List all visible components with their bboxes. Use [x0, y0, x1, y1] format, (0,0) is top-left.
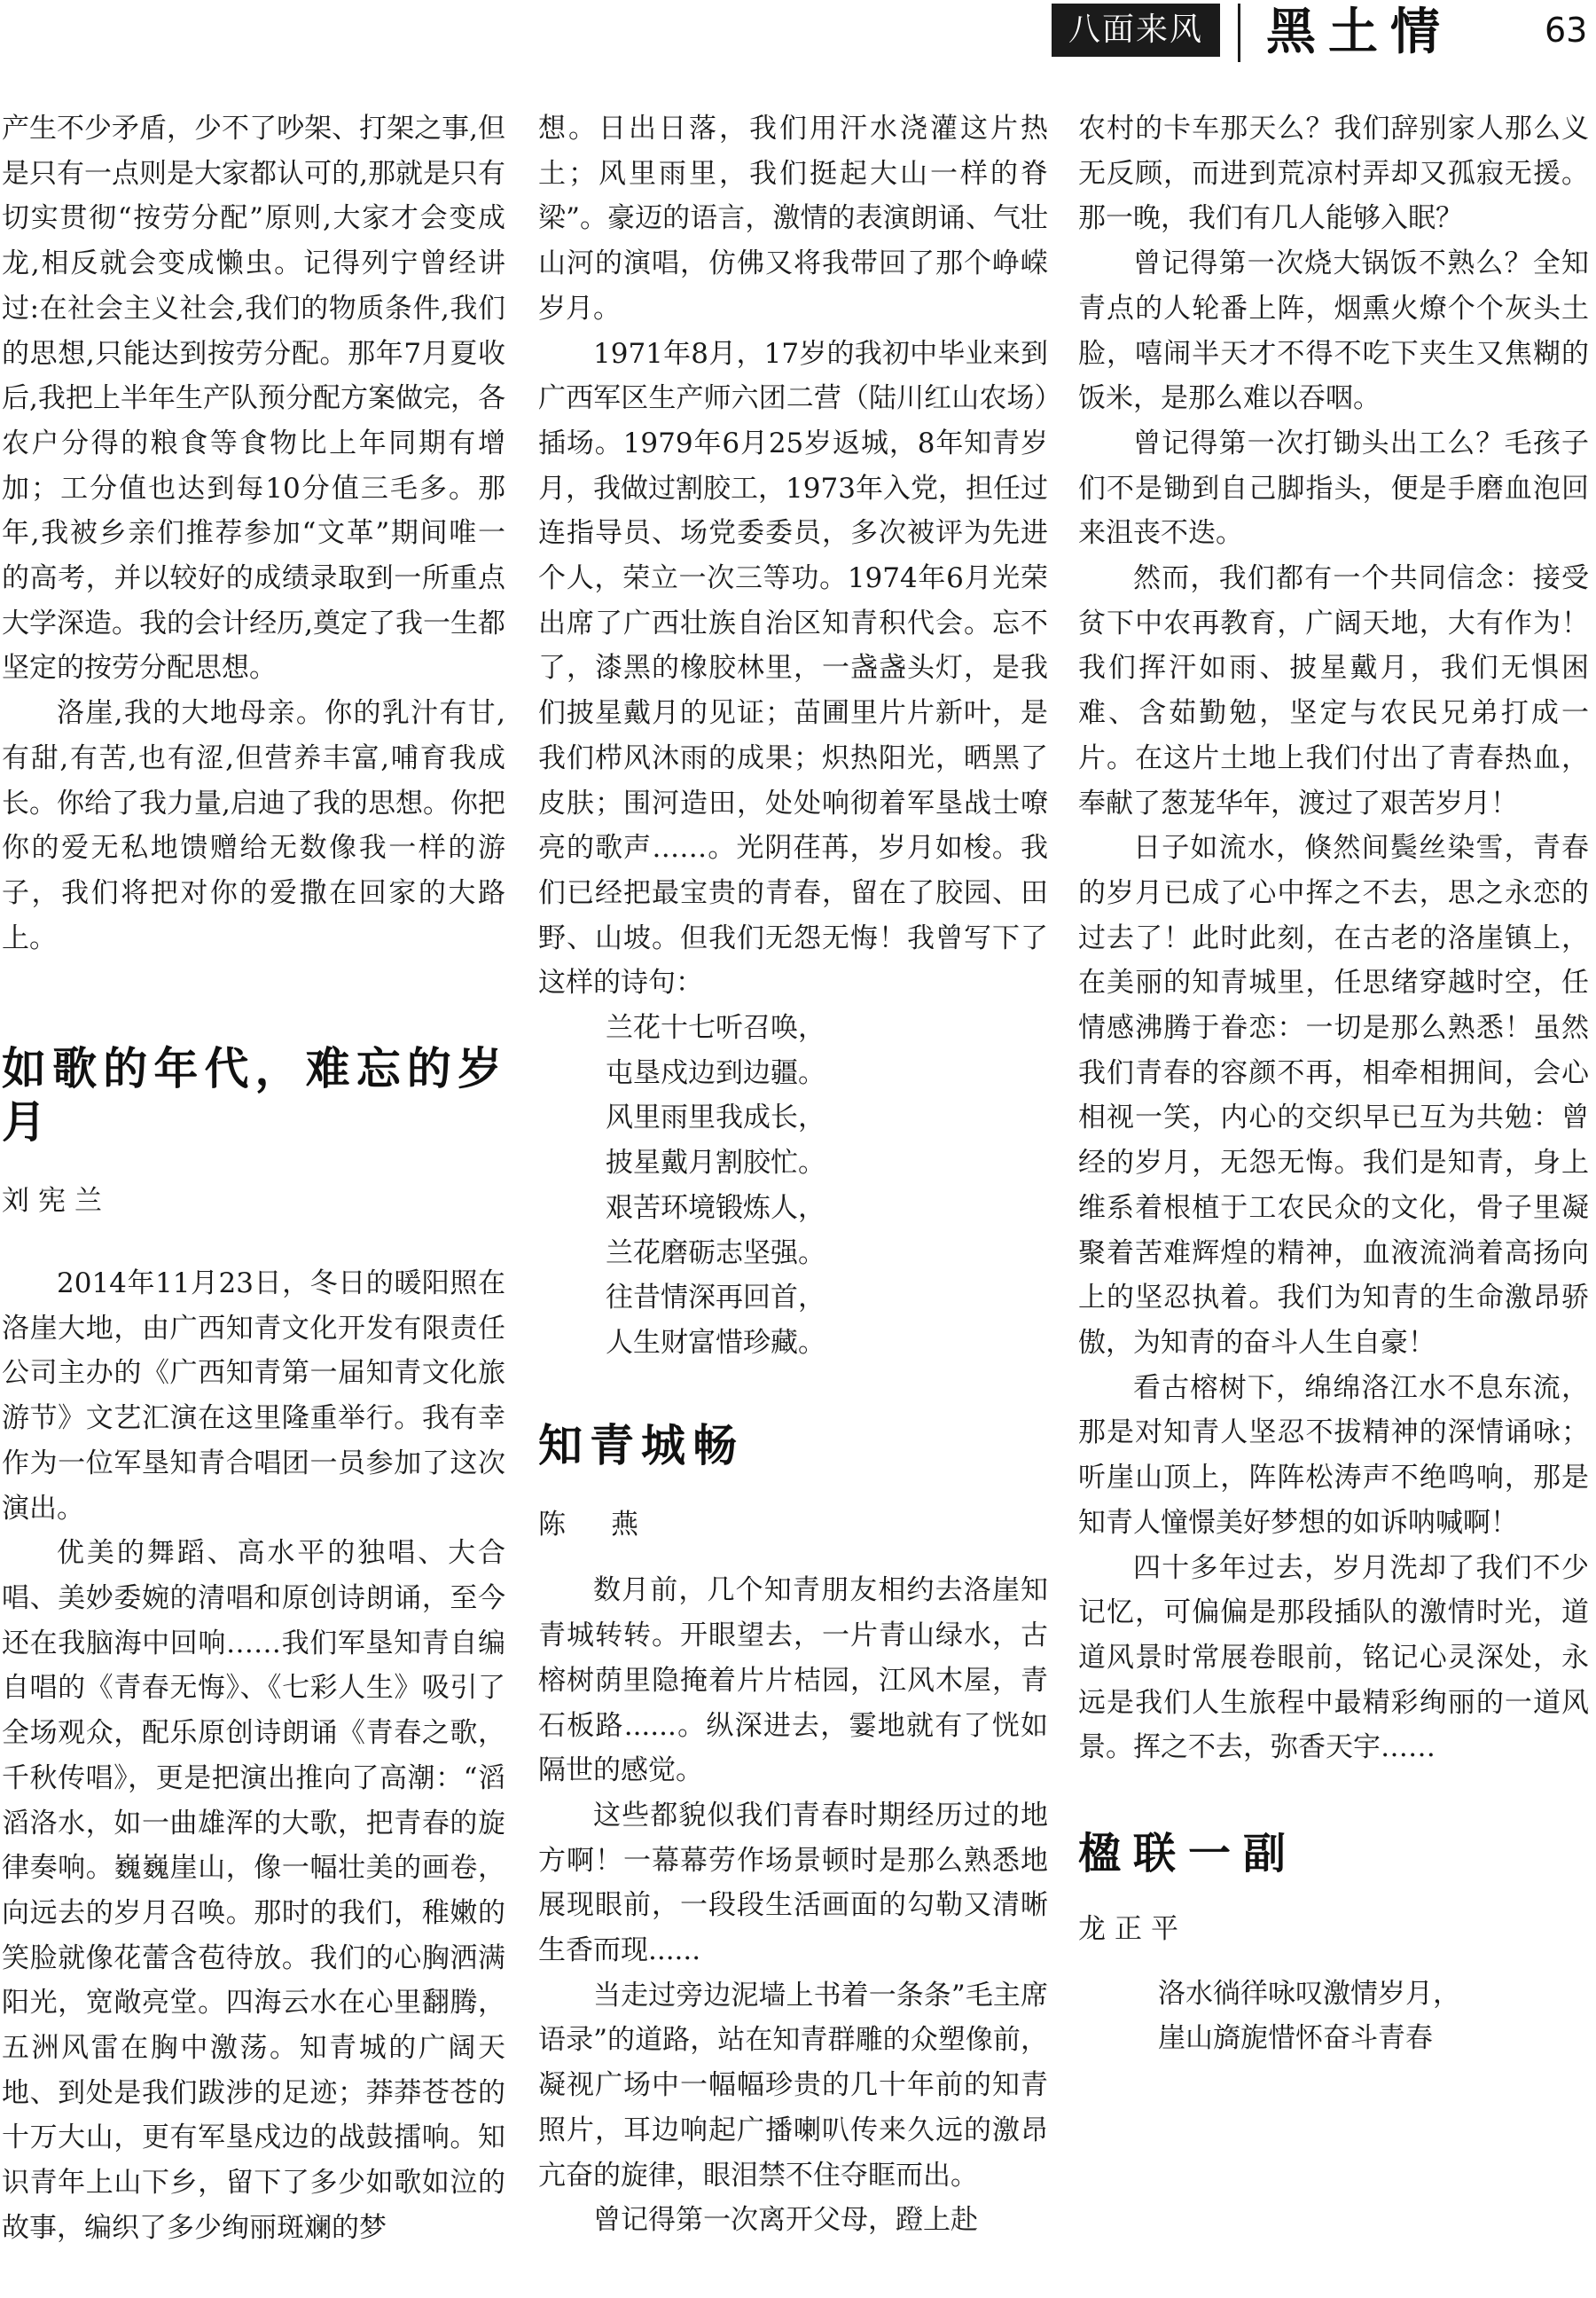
article-author: 刘宪兰 — [2, 1185, 111, 1218]
poem-line: 屯垦戍边到边疆。 — [606, 1056, 825, 1089]
article2-paragraph: 想。日出日落，我们用汗水浇灌这片热土；风里雨里，我们挺起大山一样的脊梁”。豪迈的语言，激情的表演朗诵、气壮山河的演唱，仿佛又将我带回了那个峥嵘岁月。 — [538, 113, 1048, 325]
couplet-line: 崖山旖旎惜怀奋斗青春 — [1158, 2022, 1433, 2055]
article3-paragraph: 然而，我们都有一个共同信念：接受贫下中农再教育，广阔天地，大有作为！我们挥汗如雨、披星戴月，我们无惧困难、含茹勤勉，坚定与农民兄弟打成一片。在这片土地上我们付出了青春热血，奉献了葱茏华年，渡过了艰苦岁月！ — [1078, 562, 1589, 820]
article3-paragraph: 农村的卡车那天么？我们辞别家人那么义无反顾，而进到荒凉村弄却又孤寂无援。那一晚，我们有几人能够入眠？ — [1078, 113, 1589, 235]
article1-paragraph: 洛崖,我的大地母亲。你的乳汁有甘,有甜,有苦,也有涩,但营养丰富,哺育我成长。你给了我力量,启迪了我的思想。你把你的爱无私地馈赠给无数像我一样的游子，我们将把对你的爱撒在回家的大路上。 — [2, 697, 505, 954]
article3-paragraph: 数月前，几个知青朋友相约去洛崖知青城转转。开眼望去，一片青山绿水，古榕树荫里隐掩着片片桔园，江风木屋，青石板路......。纵深进去，霎地就有了恍如隔世的感觉。 — [538, 1574, 1048, 1787]
header-divider — [1238, 4, 1240, 62]
article3-paragraph: 看古榕树下，绵绵洛江水不息东流，那是对知青人坚忍不拔精神的深情诵咏；听崖山顶上，阵阵松涛声不绝鸣响，那是知青人憧憬美好梦想的如诉呐喊啊！ — [1078, 1371, 1589, 1539]
article1-paragraph: 产生不少矛盾，少不了吵架、打架之事,但是只有一点则是大家都认可的,那就是只有切实贯彻“按劳分配”原则,大家才会变成龙,相反就会变成懒虫。记得列宁曾经讲过:在社会主义社会,我们的物质条件,我们的思想,只能达到按劳分配。那年7月夏收后,我把上半年生产队预分配方案做完，各农户分得的粮食等食物比上年同期有增加；工分值也达到每10分值三毛多。那年,我被乡亲们推荐参加“文革”期间唯一的高考，并以较好的成绩录取到一所重点大学深造。我的会计经历,奠定了我一生都坚定的按劳分配思想。 — [2, 113, 505, 685]
poem-line: 兰花十七听召唤， — [606, 1012, 825, 1045]
article3-paragraph: 这些都貌似我们青春时期经历过的地方啊！一幕幕劳作场景顿时是那么熟悉地展现眼前，一段段生活画面的勾勒又清晰生香而现...... — [538, 1799, 1048, 1967]
article3-paragraph: 四十多年过去，岁月洗却了我们不少记忆，可偏偏是那段插队的激情时光，道道风景时常展卷眼前，铭记心灵深处，永远是我们人生旅程中最精彩绚丽的一道风景。挥之不去，弥香天宇…… — [1078, 1551, 1589, 1764]
couplet-line: 洛水徜徉咏叹激情岁月， — [1158, 1977, 1460, 2010]
article3-paragraph: 当走过旁边泥墙上书着一条条”毛主席语录”的道路，站在知青群雕的众塑像前，凝视广场中一幅幅珍贵的几十年前的知青照片，耳边响起广播喇叭传来久远的激昂亢奋的旋律，眼泪禁不住夺眶而出。 — [538, 1979, 1048, 2192]
magazine-brand: 黑土情 — [1266, 3, 1452, 61]
poem-line: 兰花磨砺志坚强。 — [606, 1236, 825, 1269]
article2-paragraph: 优美的舞蹈、高水平的独唱、大合唱、美妙委婉的清唱和原创诗朗诵，至今还在我脑海中回响……我们军垦知青自编自唱的《青春无悔》、《七彩人生》吸引了全场观众，配乐原创诗朗诵《青春之歌，千秋传唱》，更是把演出推向了高潮：“滔滔洛水，如一曲雄浑的大歌，把青春的旋律奏响。巍巍崖山，像一幅壮美的画卷，向远去的岁月召唤。那时的我们，稚嫩的笑脸就像花蕾含苞待放。我们的心胸洒满阳光，宽敞亮堂。四海云水在心里翻腾，五洲风雷在胸中激荡。知青城的广阔天地、到处是我们跋涉的足迹；莽莽苍苍的十万大山，更有军垦戍边的战鼓擂响。知识青年上山下乡，留下了多少如歌如泣的故事，编织了多少绚丽斑斓的梦 — [2, 1537, 505, 2244]
poem-line: 往昔情深再回首， — [606, 1282, 825, 1314]
article3-paragraph: 日子如流水，倏然间鬓丝染雪，青春的岁月已成了心中挥之不去，思之永恋的过去了！此时此刻，在古老的洛崖镇上，在美丽的知青城里，任思绪穿越时空，任情感沸腾于眷恋：一切是那么熟悉！虽然我们青春的容颜不再，相牵相拥间，会心相视一笑，内心的交织早已互为共勉：曾经的岁月，无怨无悔。我们是知青，身上维系着根植于工农民众的文化，骨子里凝聚着苦难辉煌的精神，血液流淌着高扬向上的坚忍执着。我们为知青的生命激昂骄傲，为知青的奋斗人生自豪！ — [1078, 832, 1589, 1359]
article-author: 龙正平 — [1078, 1913, 1187, 1946]
poem-line: 披星戴月割胶忙。 — [606, 1147, 825, 1180]
column-left — [2, 106, 505, 2251]
article3-paragraph: 曾记得第一次烧大锅饭不熟么？全知青点的人轮番上阵，烟熏火燎个个灰头土脸，嘻闹半天才不得不吃下夹生又焦糊的饭米，是那么难以吞咽。 — [1078, 247, 1589, 415]
article-author: 陈 燕 — [538, 1508, 647, 1541]
column-right — [1078, 106, 1589, 2061]
couplet — [1078, 1972, 1589, 2061]
poem — [538, 1006, 1048, 1366]
poem-line: 风里雨里我成长， — [606, 1102, 825, 1134]
column-middle — [538, 106, 1048, 2243]
article-title-rugede-niandai: 如歌的年代，难忘的岁月 — [2, 1043, 505, 1149]
section-tag: 八面来风 — [1052, 4, 1220, 57]
page-number: 63 — [1545, 11, 1588, 50]
article2-paragraph: 1971年8月，17岁的我初中毕业来到广西军区生产师六团二营（陆川红山农场）插场。1979年6月25岁返城，8年知青岁月，我做过割胶工，1973年入党，担任过连指导员、场党委委员，多次被评为先进个人，荣立一次三等功。1974年6月光荣出席了广西壮族自治区知青积代会。忘不了，漆黑的橡胶林里，一盏盏头灯，是我们披星戴月的见证；苗圃里片片新叶，是我们栉风沐雨的成果；炽热阳光，晒黑了皮肤；围河造田，处处响彻着军垦战士嘹亮的歌声……。光阴荏苒，岁月如梭。我们已经把最宝贵的青春，留在了胶园、田野、山坡。但我们无怨无悔！我曾写下了这样的诗句： — [538, 337, 1048, 1000]
poem-line: 人生财富惜珍藏。 — [606, 1326, 825, 1359]
article3-paragraph: 曾记得第一次离开父母，蹬上赴 — [593, 2204, 978, 2237]
article-title-zhiqingcheng: 知青城畅 — [538, 1419, 744, 1471]
poem-line: 艰苦环境锻炼人， — [606, 1191, 825, 1224]
article-title-yinglian: 楹联一副 — [1078, 1829, 1299, 1879]
article2-paragraph: 2014年11月23日，冬日的暖阳照在洛崖大地，由广西知青文化开发有限责任公司主办的《广西知青第一届知青文化旅游节》文艺汇演在这里隆重举行。我有幸作为一位军垦知青合唱团一员参加了这次演出。 — [2, 1267, 505, 1525]
article3-paragraph: 曾记得第一次打锄头出工么？毛孩子们不是锄到自己脚指头，便是手磨血泡回来沮丧不迭。 — [1078, 427, 1589, 550]
